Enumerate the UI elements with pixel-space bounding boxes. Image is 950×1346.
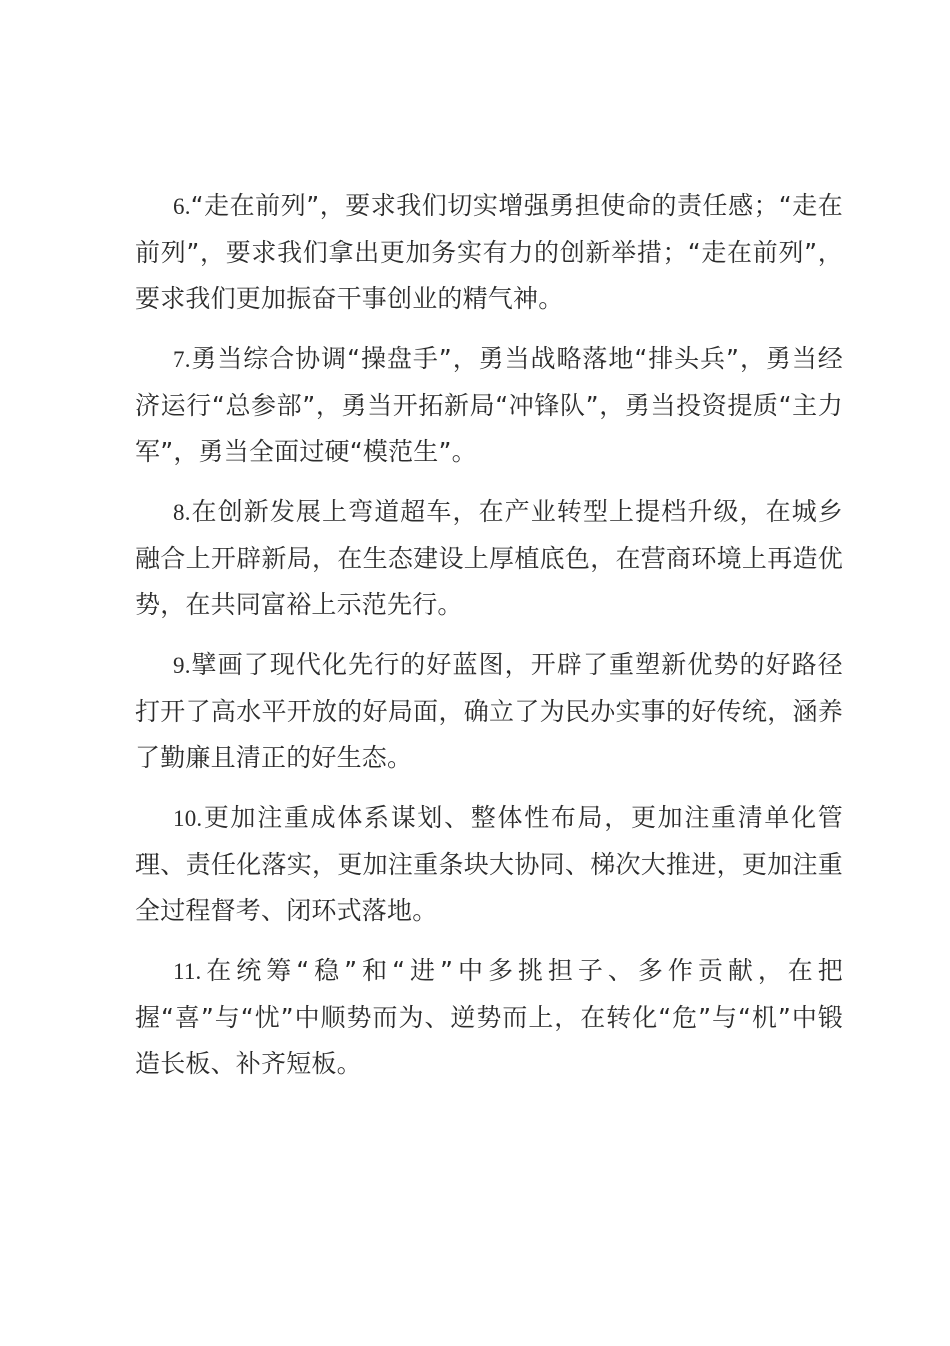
paragraph-number: 9. xyxy=(173,653,191,678)
paragraph-text: “走在前列”，要求我们切实增强勇担使命的责任感；“走在前列”，要求我们拿出更加务实有力的创新举措；“走在前列”，要求我们更加振奋干事创业的精气神。 xyxy=(135,191,843,313)
paragraph-number: 6. xyxy=(173,194,191,219)
paragraph-text: 勇当综合协调“操盘手”，勇当战略落地“排头兵”，勇当经济运行“总参部”，勇当开拓新局“冲锋队”，勇当投资提质“主力军”，勇当全面过硬“模范生”。 xyxy=(135,344,843,466)
paragraph-8 xyxy=(135,489,843,628)
paragraph-number: 8. xyxy=(173,500,191,525)
paragraph-text: 在创新发展上弯道超车，在产业转型上提档升级，在城乡融合上开辟新局，在生态建设上厚植底色，在营商环境上再造优势，在共同富裕上示范先行。 xyxy=(135,497,843,619)
paragraph-text: 更加注重成体系谋划、整体性布局，更加注重清单化管理、责任化落实，更加注重条块大协同、梯次大推进，更加注重全过程督考、闭环式落地。 xyxy=(135,803,843,925)
paragraph-text: 擘画了现代化先行的好蓝图，开辟了重塑新优势的好路径打开了高水平开放的好局面，确立了为民办实事的好传统，涵养了勤廉且清正的好生态。 xyxy=(135,650,843,772)
paragraph-number: 10. xyxy=(173,806,203,831)
paragraph-10 xyxy=(135,795,843,934)
paragraph-9 xyxy=(135,642,843,781)
paragraph-number: 7. xyxy=(173,347,191,372)
paragraph-7 xyxy=(135,336,843,475)
paragraph-6 xyxy=(135,183,843,322)
paragraph-text: 在统筹“稳”和“进”中多挑担子、多作贡献，在把握“喜”与“忧”中顺势而为、逆势而上，在转化“危”与“机”中锻造长板、补齐短板。 xyxy=(135,956,843,1078)
paragraph-number: 11. xyxy=(173,959,202,984)
paragraph-11 xyxy=(135,948,843,1087)
document-body xyxy=(135,183,843,1101)
